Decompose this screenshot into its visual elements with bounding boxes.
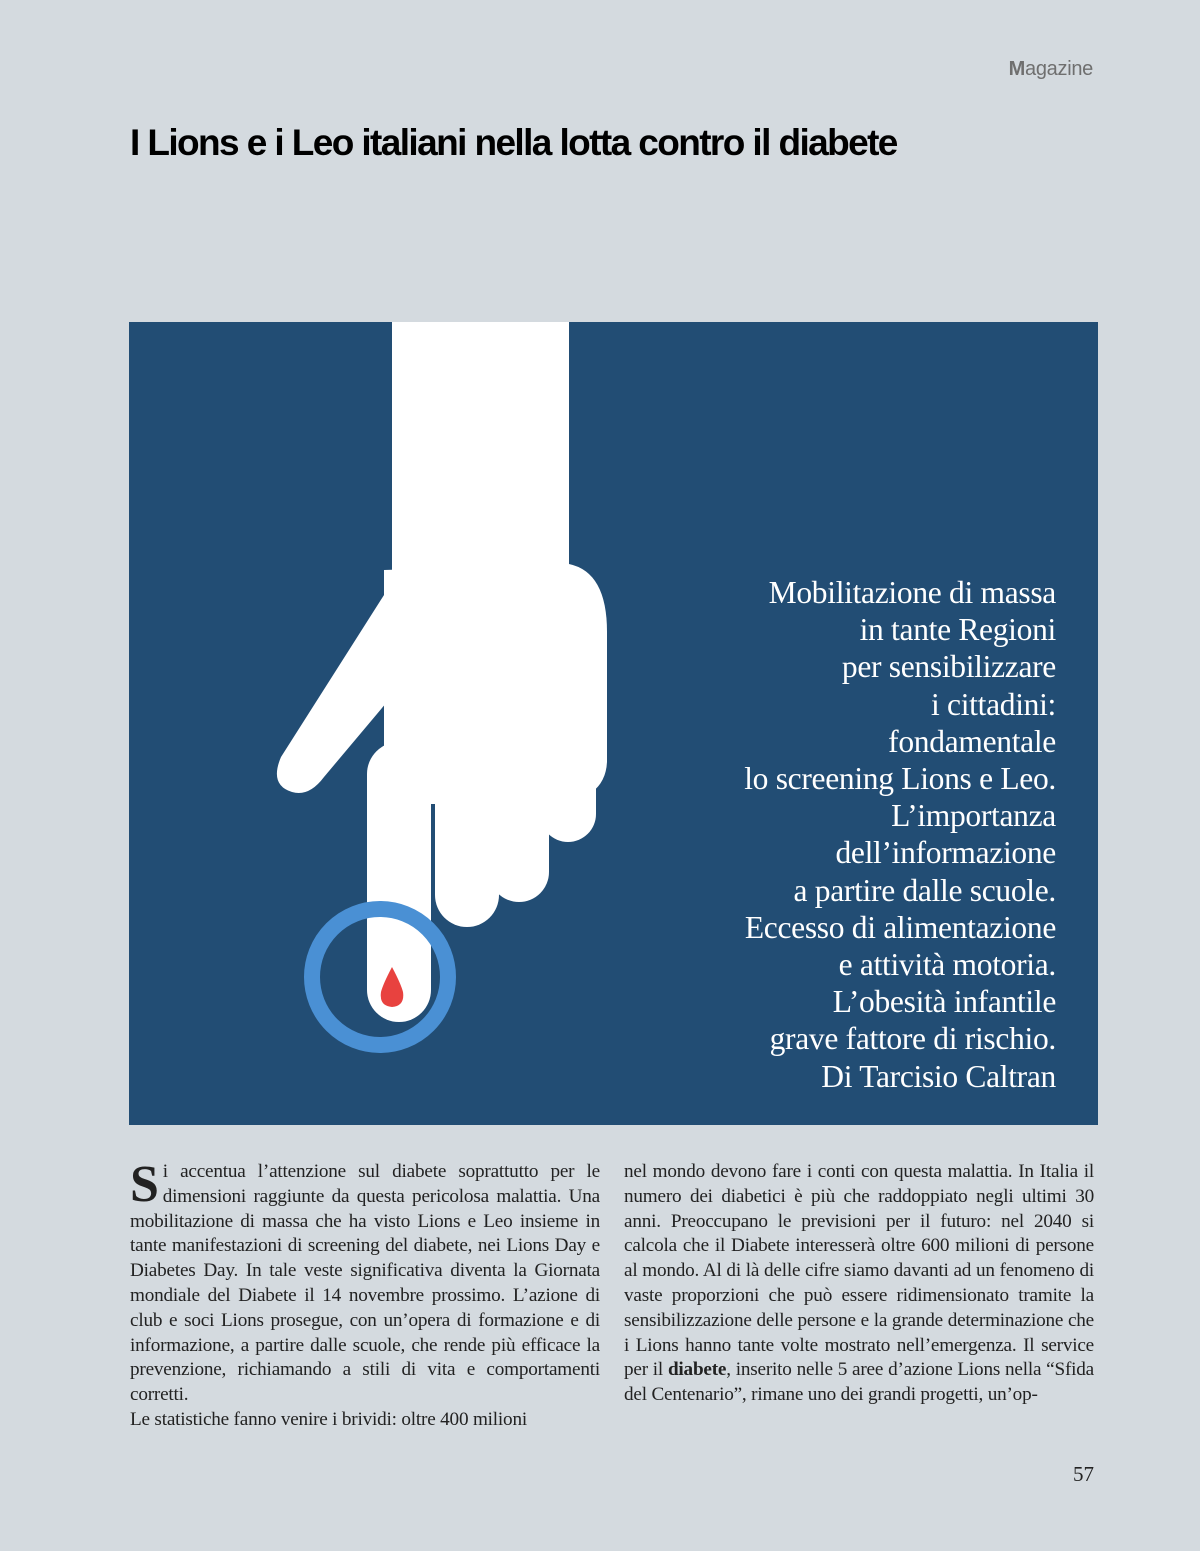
article-column-right	[624, 1160, 1094, 1408]
arm-shape	[392, 322, 569, 572]
hero-line: a partire dalle scuole.	[793, 872, 1056, 908]
hero-line: per sensibilizzare	[841, 649, 1056, 685]
hero-line: L’importanza	[891, 798, 1056, 834]
article-paragraph	[130, 1156, 600, 1408]
index-finger-shape	[367, 742, 431, 1022]
hero-line: e attività motoria.	[838, 947, 1056, 983]
article-text: nel mondo devono fare i conti con questa malattia. In Italia il numero dei diabetici è più che raddoppiato negli ultimi 30 anni. Preoccupano le previsioni per il futuro: nel 2040 si calcola che il Diabete interesserà oltre 600 milioni di persone al mondo. Al di là delle cifre siamo davanti ad un fenomeno di vaste proporzioni che può essere ridimensionato tramite la sensibilizzazione delle persone e la grande determinazione che i Lions hanno tante volte mostrato nell’emergenza. Il service per il	[624, 1161, 1094, 1381]
article-column-left	[130, 1156, 600, 1433]
article-text: i accentua l’attenzione sul diabete soprattutto per le dimensioni raggiunte da questa pericolosa malattia. Una mobilitazione di massa che ha visto Lions e Leo insieme in tante manifestazioni di screening del diabete, nei Lions Day e Diabetes Day. In tale veste significativa diventa la Giornata mondiale del Diabete il 14 novembre prossimo. L’azione di club e soci Lions prosegue, con un’opera di formazione e di informazione, a partire dalle scuole, che rende più efficace la prevenzione, richiamando a stili di vita e comportamenti corretti.	[130, 1161, 600, 1406]
hero-line: fondamentale	[888, 723, 1056, 759]
section-label	[1009, 58, 1093, 81]
drop-cap: S	[130, 1156, 159, 1213]
article-paragraph	[624, 1160, 1094, 1408]
hero-line: Mobilitazione di massa	[768, 575, 1056, 610]
hero-line: L’obesità infantile	[832, 984, 1056, 1020]
article-text: Le statistiche fanno venire i brividi: oltre 400 milioni	[130, 1408, 527, 1430]
section-label-initial: M	[1008, 58, 1026, 80]
hero-line: Eccesso di alimentazione	[744, 909, 1056, 945]
section-label-rest: agazine	[1025, 58, 1093, 80]
hero-line: dell’informazione	[835, 835, 1056, 871]
hero-line: Di Tarcisio Caltran	[821, 1058, 1056, 1094]
article-keyword: diabete	[667, 1359, 727, 1381]
hero-line: in tante Regioni	[859, 612, 1056, 648]
page-number: 57	[1073, 1462, 1094, 1486]
hero-standfirst	[576, 574, 1056, 1095]
article-paragraph	[130, 1408, 600, 1433]
hero-line: i cittadini:	[931, 686, 1056, 722]
hero-illustration	[129, 322, 1098, 1125]
hero-line: lo screening Lions e Leo.	[744, 761, 1056, 797]
article-text: , inserito nelle 5 aree d’azione Lions nella “Sfida del Centenario”, rimane uno dei grandi progetti, un’op-	[624, 1359, 1094, 1406]
article-title: I Lions e i Leo italiani nella lotta contro il diabete	[130, 122, 897, 163]
hero-line: grave fattore di rischio.	[769, 1021, 1056, 1057]
